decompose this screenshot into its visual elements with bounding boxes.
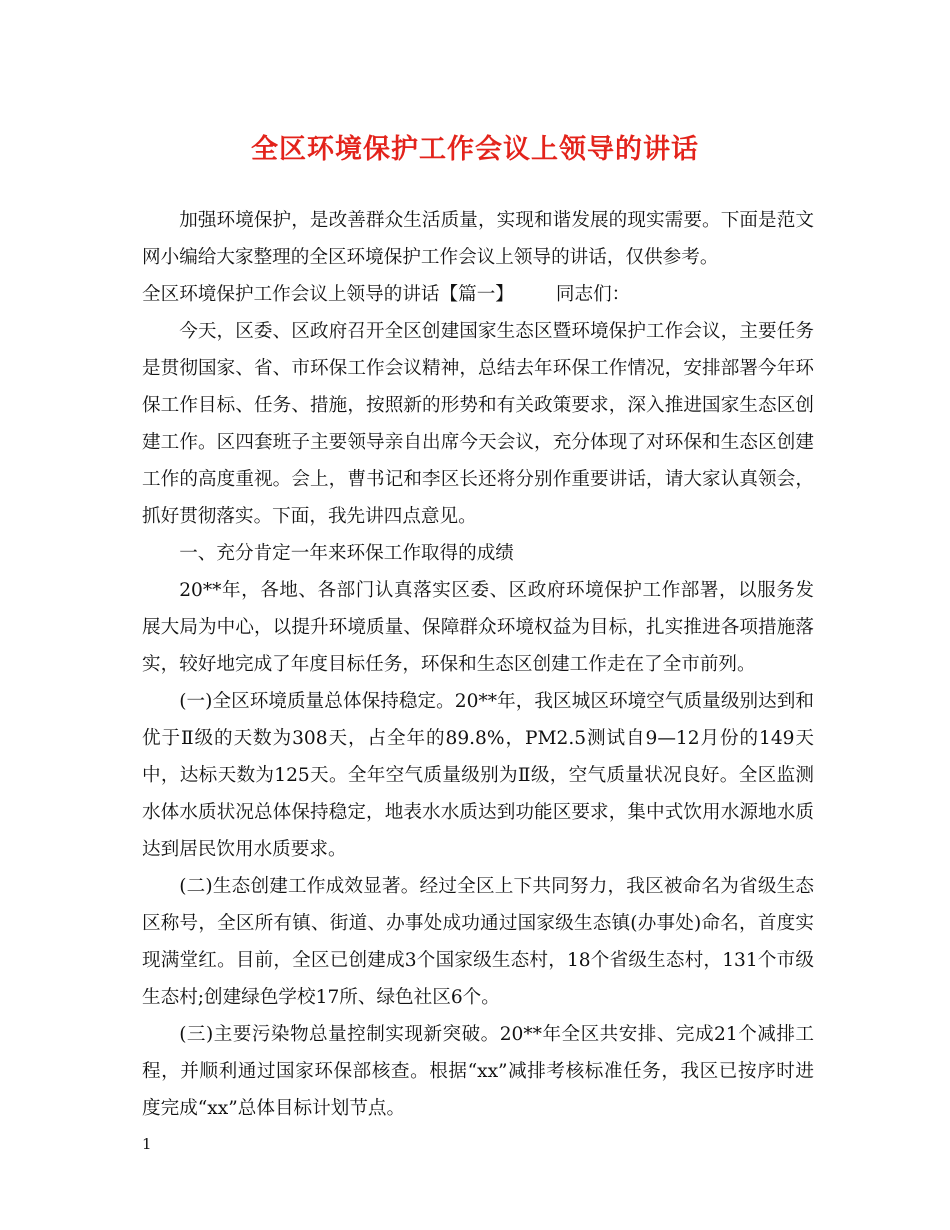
- page-number: 1: [142, 1135, 152, 1153]
- section-heading-line: [142, 276, 814, 313]
- intro-paragraph: 加强环境保护，是改善群众生活质量，实现和谐发展的现实需要。下面是范文网小编给大家整理的全区环境保护工作会议上领导的讲话，仅供参考。: [142, 210, 814, 268]
- body-paragraph: (三)主要污染物总量控制实现新突破。20**年全区共安排、完成21个减排工程，并顺利通过国家环保部核查。根据“xx”减排考核标准任务，我区已按序时进度完成“xx”总体目标计划节点。: [142, 1024, 814, 1119]
- body-paragraph: (二)生态创建工作成效显著。经过全区上下共同努力，我区被命名为省级生态区称号，全区所有镇、街道、办事处成功通过国家级生态镇(办事处)命名，首度实现满堂红。目前，全区已创建成3个国家级生态村，18个省级生态村，131个市级生态村;创建绿色学校17所、绿色社区6个。: [142, 876, 814, 1008]
- greeting: 同志们：: [555, 284, 631, 305]
- section-heading-achievements: 一、充分肯定一年来环保工作取得的成绩: [179, 543, 514, 564]
- body-paragraph: 20**年，各地、各部门认真落实区委、区政府环境保护工作部署，以服务发展大局为中心，以提升环境质量、保障群众环境权益为目标，扎实推进各项措施落实，较好地完成了年度目标任务，环保和生态区创建工作走在了全市前列。: [142, 580, 814, 675]
- section-heading: 全区环境保护工作会议上领导的讲话【篇一】: [142, 284, 514, 305]
- document-body: [142, 202, 814, 1127]
- body-paragraph: 今天，区委、区政府召开全区创建国家生态区暨环境保护工作会议，主要任务是贯彻国家、省、市环保工作会议精神，总结去年环保工作情况，安排部署今年环保工作目标、任务、措施，按照新的形势和有关政策要求，深入推进国家生态区创建工作。区四套班子主要领导亲自出席今天会议，充分体现了对环保和生态区创建工作的高度重视。会上，曹书记和李区长还将分别作重要讲话，请大家认真领会，抓好贯彻落实。下面，我先讲四点意见。: [142, 321, 814, 527]
- document-title: 全区环境保护工作会议上领导的讲话: [251, 134, 699, 165]
- body-paragraph: (一)全区环境质量总体保持稳定。20**年，我区城区环境空气质量级别达到和优于Ⅱ级的天数为308天，占全年的89.8%，PM2.5测试自9—12月份的149天中，达标天数为125天。全年空气质量级别为Ⅱ级，空气质量状况良好。全区监测水体水质状况总体保持稳定，地表水水质达到功能区要求，集中式饮用水源地水质达到居民饮用水质要求。: [142, 691, 814, 860]
